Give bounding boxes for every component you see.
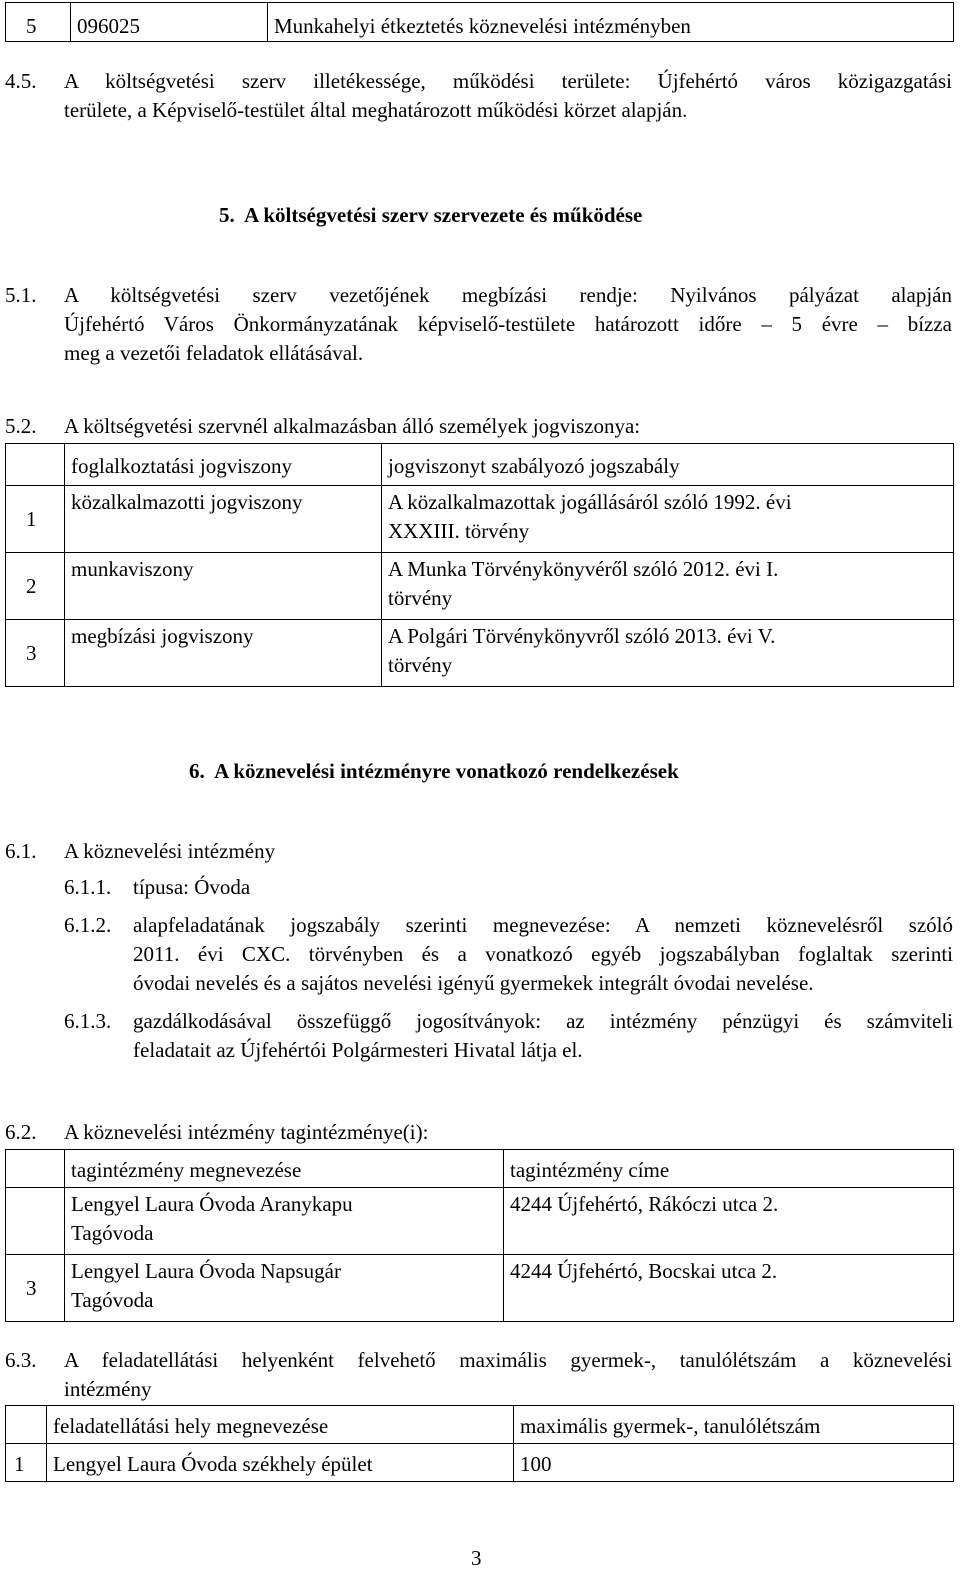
employment-table-header-2: jogviszonyt szabályozó jogszabály xyxy=(382,444,954,486)
row-number: 2 xyxy=(6,553,65,620)
institution-name-line-1: Lengyel Laura Óvoda Aranykapu xyxy=(71,1192,353,1216)
top-row-table xyxy=(5,2,954,42)
section-6-1-number: 6.1. xyxy=(5,839,37,863)
law-line-1: A Polgári Törvénykönyvről szóló 2013. évi V. xyxy=(388,624,776,648)
section-5-1-line-3: meg a vezetői feladatok ellátásával. xyxy=(64,341,364,365)
institution-name-line-2: Tagóvoda xyxy=(71,1288,154,1312)
section-6-1-3-line-2: feladatait az Újfehértói Polgármesteri Hivatal látja el. xyxy=(133,1038,583,1062)
top-row-cell-3: Munkahelyi étkeztetés köznevelési intézményben xyxy=(268,3,954,42)
section-5-1-number: 5.1. xyxy=(5,283,37,307)
page-number: 3 xyxy=(471,1546,482,1570)
law-line-2: törvény xyxy=(388,653,453,677)
table-row xyxy=(6,486,954,553)
table-header-row xyxy=(6,1406,954,1444)
law-line-2: törvény xyxy=(388,586,453,610)
row-number: 1 xyxy=(6,486,65,553)
section-6-3-line-2: intézmény xyxy=(64,1377,152,1401)
table-header-row xyxy=(6,1150,954,1188)
law-line-2: XXXIII. törvény xyxy=(388,519,530,543)
section-6-2-number: 6.2. xyxy=(5,1120,37,1144)
section-6-1-1-text: típusa: Óvoda xyxy=(133,875,251,899)
capacity-table xyxy=(5,1405,954,1482)
section-6-2-text: A köznevelési intézmény tagintézménye(i): xyxy=(64,1120,429,1144)
table-header-row xyxy=(6,444,954,486)
heading-section-6: 6. A köznevelési intézményre vonatkozó rendelkezések xyxy=(189,759,679,783)
institution-name-line-2: Tagóvoda xyxy=(71,1221,154,1245)
top-row-cell-1: 5 xyxy=(6,3,71,42)
section-5-2-number: 5.2. xyxy=(5,414,37,438)
row-number: 1 xyxy=(6,1444,47,1482)
institution-address: 4244 Újfehértó, Rákóczi utca 2. xyxy=(504,1188,954,1255)
section-6-3-line-1: A feladatellátási helyenként felvehető maximális gyermek-, tanulólétszám a köznevelési xyxy=(64,1348,952,1372)
employment-type: közalkalmazotti jogviszony xyxy=(65,486,382,553)
table-row xyxy=(6,1255,954,1322)
section-4-5-number: 4.5. xyxy=(5,69,37,93)
section-6-1-2-line-3: óvodai nevelés és a sajátos nevelési igényű gyermekek integrált óvodai nevelése. xyxy=(133,971,814,995)
section-6-1-1-number: 6.1.1. xyxy=(64,875,112,899)
row-number xyxy=(6,1188,65,1255)
member-institution-header-1: tagintézmény megnevezése xyxy=(65,1150,504,1188)
section-6-1-2-line-1: alapfeladatának jogszabály szerinti megnevezése: A nemzeti köznevelésről szóló xyxy=(133,913,953,937)
capacity-table-header-1: feladatellátási hely megnevezése xyxy=(47,1406,514,1444)
section-4-5-line-1: A költségvetési szerv illetékessége, működési területe: Újfehértó város közigazgatási xyxy=(64,69,952,93)
table-row xyxy=(6,1444,954,1482)
law-line-1: A közalkalmazottak jogállásáról szóló 1992. évi xyxy=(388,490,792,514)
section-4-5-line-2: területe, a Képviselő-testület által meghatározott működési körzet alapján. xyxy=(64,98,688,122)
section-6-1-2-line-2: 2011. évi CXC. törvényben és a vonatkozó egyéb jogszabályban foglaltak szerinti xyxy=(133,942,953,966)
section-6-1-3-number: 6.1.3. xyxy=(64,1009,112,1033)
law-line-1: A Munka Törvénykönyvéről szóló 2012. évi I. xyxy=(388,557,779,581)
top-row-cell-2: 096025 xyxy=(71,3,268,42)
employment-type: megbízási jogviszony xyxy=(65,620,382,687)
site-name: Lengyel Laura Óvoda székhely épület xyxy=(47,1444,514,1482)
table-row xyxy=(6,620,954,687)
section-6-3-number: 6.3. xyxy=(5,1348,37,1372)
row-number: 3 xyxy=(6,1255,65,1322)
member-institution-table xyxy=(5,1149,954,1322)
row-number: 3 xyxy=(6,620,65,687)
table-row xyxy=(6,553,954,620)
section-6-1-2-number: 6.1.2. xyxy=(64,913,112,937)
employment-type: munkaviszony xyxy=(65,553,382,620)
section-5-1-line-2: Újfehértó Város Önkormányzatának képviselő-testülete határozott időre – 5 évre – bízza xyxy=(64,312,952,336)
section-5-1-line-1: A költségvetési szerv vezetőjének megbízási rendje: Nyilvános pályázat alapján xyxy=(64,283,952,307)
capacity-table-header-2: maximális gyermek-, tanulólétszám xyxy=(514,1406,954,1444)
institution-name-line-1: Lengyel Laura Óvoda Napsugár xyxy=(71,1259,341,1283)
institution-address: 4244 Újfehértó, Bocskai utca 2. xyxy=(504,1255,954,1322)
section-6-1-text: A köznevelési intézmény xyxy=(64,839,276,863)
member-institution-header-2: tagintézmény címe xyxy=(504,1150,954,1188)
section-5-2-text: A költségvetési szervnél alkalmazásban álló személyek jogviszonya: xyxy=(64,414,641,438)
max-capacity: 100 xyxy=(514,1444,954,1482)
table-row xyxy=(6,1188,954,1255)
employment-table xyxy=(5,443,954,687)
heading-section-5: 5. A költségvetési szerv szervezete és működése xyxy=(219,203,643,227)
employment-table-header-1: foglalkoztatási jogviszony xyxy=(65,444,382,486)
section-6-1-3-line-1: gazdálkodásával összefüggő jogosítványok: az intézmény pénzügyi és számviteli xyxy=(133,1009,953,1033)
